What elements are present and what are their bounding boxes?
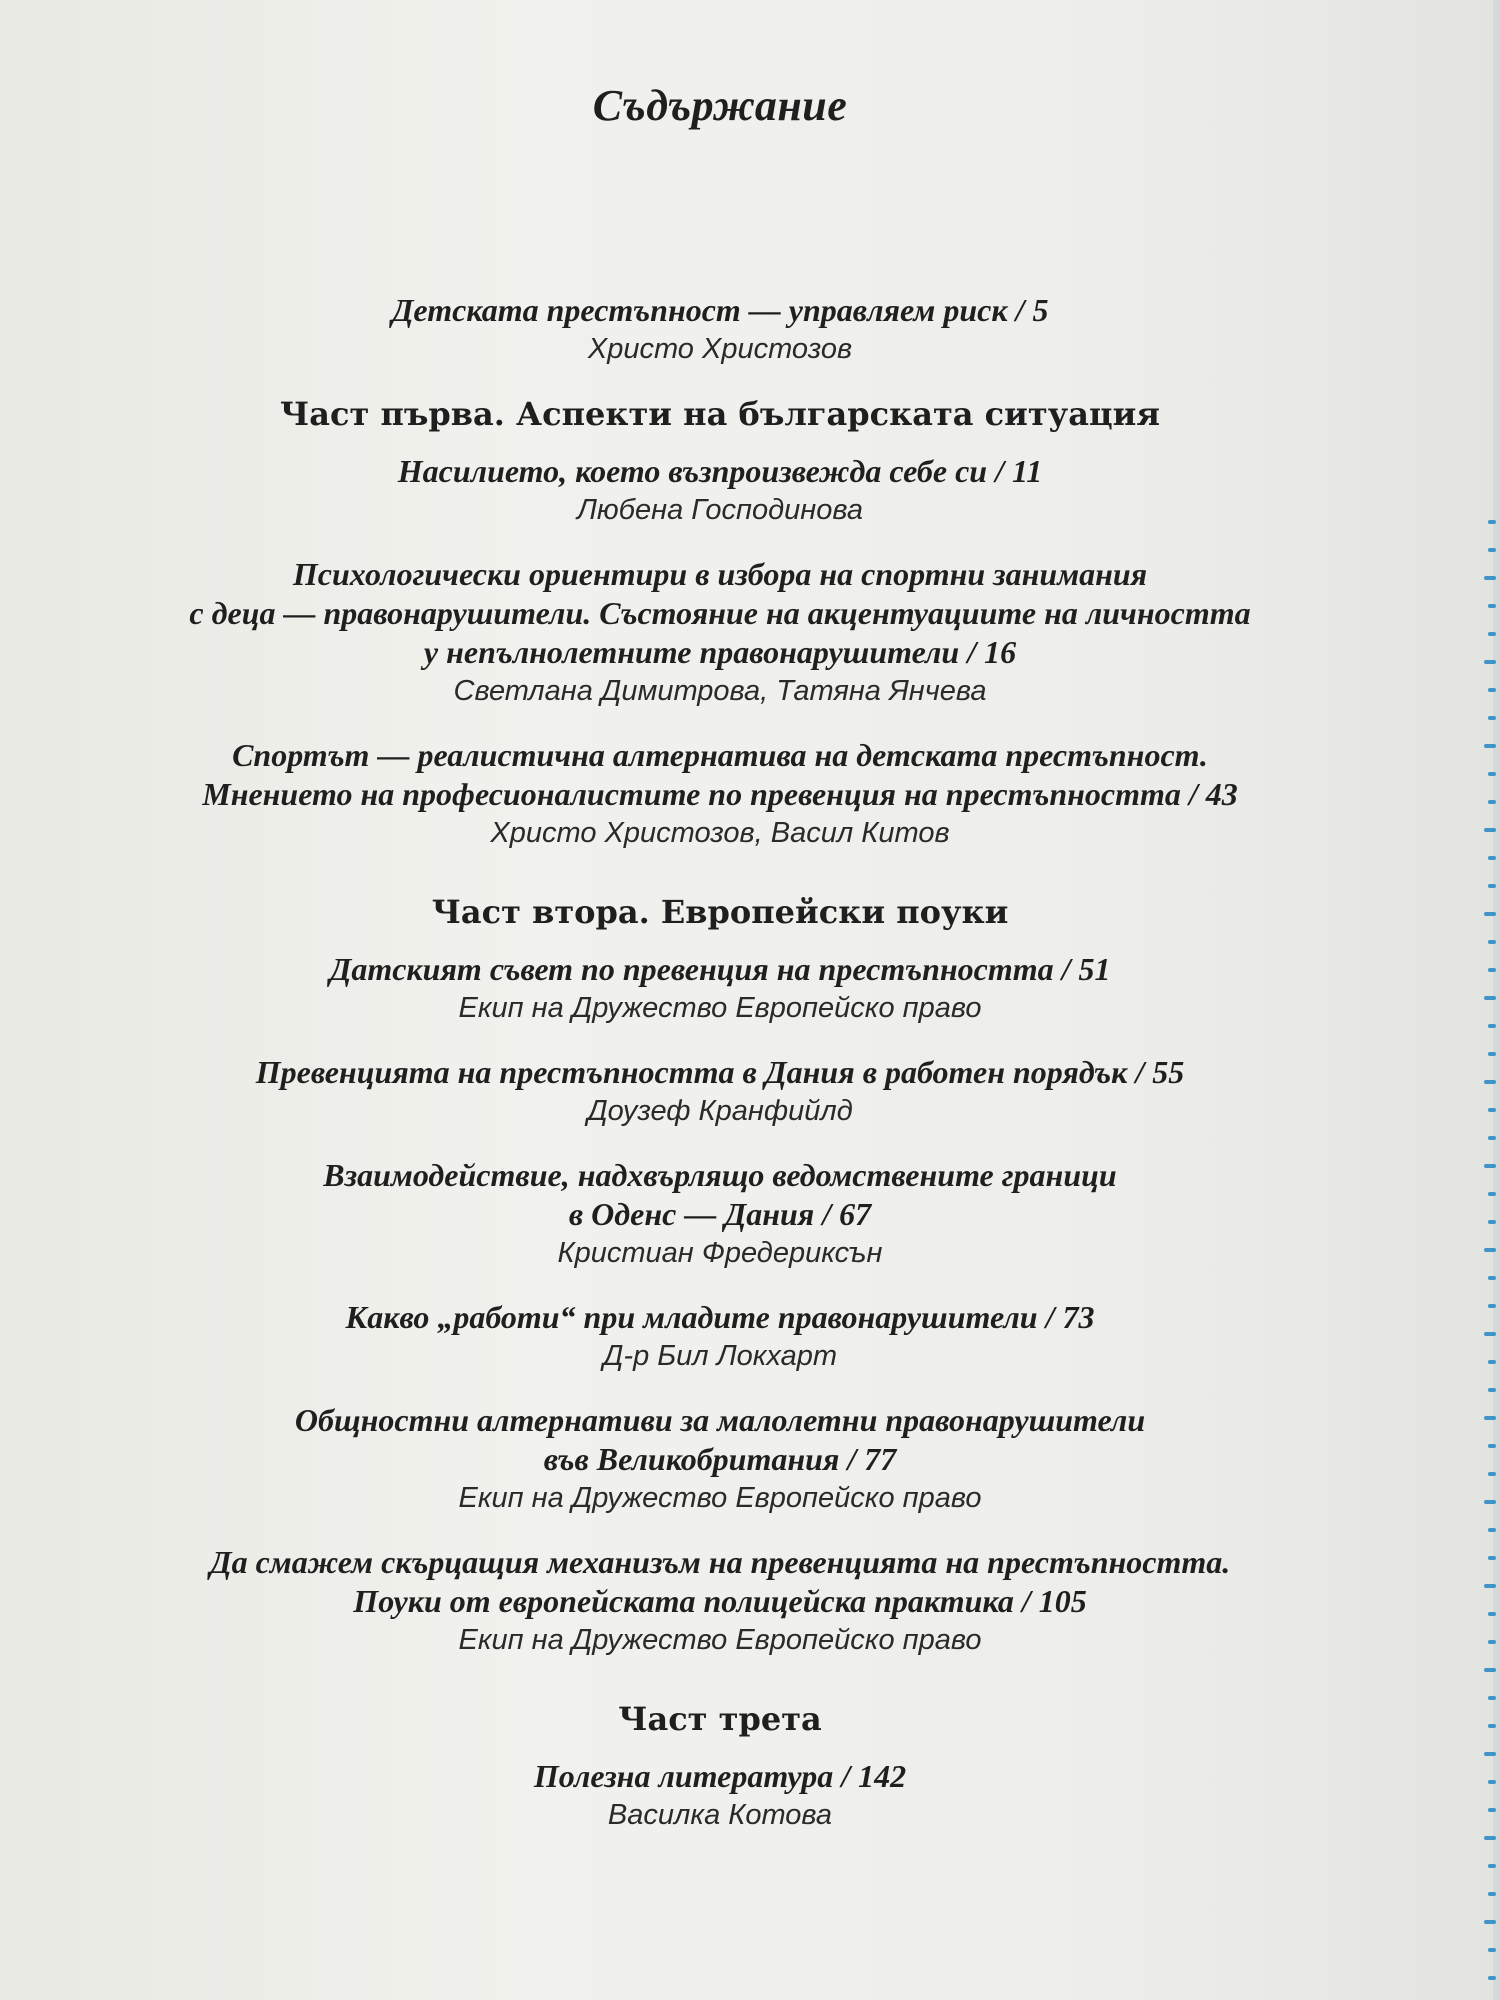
edge-mark: [1488, 1024, 1496, 1028]
edge-mark: [1484, 1164, 1496, 1168]
edge-mark: [1488, 1864, 1496, 1868]
toc-entry: [140, 452, 1300, 529]
edge-mark: [1484, 1500, 1496, 1504]
edge-mark: [1488, 1696, 1496, 1700]
entry-author: Кристиан Фредериксън: [557, 1237, 883, 1269]
edge-mark: [1484, 576, 1496, 580]
entry-author: Екип на Дружество Европейско право: [458, 1482, 982, 1514]
toc-entry: [140, 1156, 1300, 1272]
entry-title: Полезна литература / 142: [533, 1758, 907, 1794]
toc-entry-intro: [140, 291, 1300, 368]
toc-entry: [140, 1298, 1300, 1375]
toc-entry: [140, 1053, 1300, 1130]
toc-entry: [140, 1757, 1300, 1834]
entry-author: Василка Котова: [607, 1799, 833, 1831]
edge-mark: [1484, 1248, 1496, 1252]
edge-mark: [1488, 1528, 1496, 1532]
entry-author: Христо Христозов: [587, 333, 853, 365]
edge-mark: [1488, 1052, 1496, 1056]
entry-title: Спортът — реалистична алтернатива на детската престъпност. Мнението на професионалистите по превенция на престъпността / 43: [202, 737, 1238, 812]
toc-entry: [140, 1543, 1300, 1659]
edge-mark: [1484, 1332, 1496, 1336]
edge-mark: [1488, 1444, 1496, 1448]
edge-mark: [1488, 520, 1496, 524]
entry-title: Превенцията на престъпността в Дания в работен порядък / 55: [255, 1054, 1185, 1090]
edge-mark: [1488, 1780, 1496, 1784]
part-title-3: Част трета: [618, 1700, 822, 1738]
edge-mark: [1488, 800, 1496, 804]
edge-mark: [1488, 1192, 1496, 1196]
entry-author: Христо Христозов, Васил Китов: [490, 817, 950, 849]
edge-mark: [1484, 1836, 1496, 1840]
edge-mark: [1484, 744, 1496, 748]
entry-author: Доузеф Кранфийлд: [587, 1095, 853, 1127]
edge-mark: [1488, 1136, 1496, 1140]
edge-mark: [1488, 716, 1496, 720]
edge-mark: [1488, 1388, 1496, 1392]
edge-mark: [1488, 1108, 1496, 1112]
edge-mark: [1488, 772, 1496, 776]
entry-title: Психологически ориентири в избора на спортни занимания с деца — правонарушители. Състояние на акцентуациите на личността у непълнолетните правонарушители / 16: [189, 556, 1251, 670]
part-title-1: Част първа. Аспекти на българската ситуация: [280, 395, 1160, 433]
page-title: Съдържание: [592, 81, 848, 130]
edge-mark: [1488, 604, 1496, 608]
edge-mark: [1484, 1752, 1496, 1756]
entry-title: Взаимодействие, надхвърлящо ведомствените граници в Оденс — Дания / 67: [323, 1157, 1117, 1232]
entry-author: Екип на Дружество Европейско право: [458, 992, 982, 1024]
table-of-contents: [140, 60, 1300, 1860]
entry-author: Любена Господинова: [576, 494, 863, 526]
edge-mark: [1484, 828, 1496, 832]
edge-mark: [1488, 1808, 1496, 1812]
edge-mark: [1484, 1584, 1496, 1588]
edge-mark: [1488, 632, 1496, 636]
edge-mark: [1488, 1304, 1496, 1308]
edge-mark: [1488, 1976, 1496, 1980]
edge-mark: [1488, 548, 1496, 552]
entry-title: Насилието, което възпроизвежда себе си / 11: [397, 453, 1043, 489]
edge-mark: [1488, 1220, 1496, 1224]
entry-title: Да смажем скърцащия механизъм на превенцията на престъпността. Поуки от европейската полицейска практика / 105: [209, 1544, 1231, 1619]
entry-author: Светлана Димитрова, Татяна Янчева: [453, 675, 987, 707]
entry-title: Общностни алтернативи за малолетни правонарушители във Великобритания / 77: [294, 1402, 1146, 1477]
edge-mark: [1488, 1556, 1496, 1560]
toc-entry: [140, 736, 1300, 852]
edge-mark: [1488, 1640, 1496, 1644]
edge-mark: [1488, 1276, 1496, 1280]
page-edge-marks: [1482, 0, 1496, 2000]
edge-mark: [1488, 1724, 1496, 1728]
toc-entry: [140, 950, 1300, 1027]
edge-mark: [1488, 968, 1496, 972]
edge-mark: [1488, 1892, 1496, 1896]
edge-mark: [1484, 1668, 1496, 1672]
edge-mark: [1484, 1920, 1496, 1924]
edge-mark: [1488, 1948, 1496, 1952]
entry-author: Д-р Бил Локхарт: [603, 1340, 837, 1372]
edge-mark: [1488, 1360, 1496, 1364]
entry-title: Датският съвет по превенция на престъпността / 51: [329, 951, 1111, 987]
entry-title: Детската престъпност — управляем риск / 5: [391, 292, 1049, 328]
edge-mark: [1488, 1472, 1496, 1476]
edge-mark: [1484, 1416, 1496, 1420]
entry-author: Екип на Дружество Европейско право: [458, 1624, 982, 1656]
edge-mark: [1488, 688, 1496, 692]
toc-entry: [140, 1401, 1300, 1517]
edge-mark: [1488, 940, 1496, 944]
edge-mark: [1484, 996, 1496, 1000]
toc-entry: [140, 555, 1300, 710]
edge-mark: [1484, 660, 1496, 664]
entry-title: Какво „работи“ при младите правонарушители / 73: [345, 1299, 1095, 1335]
edge-mark: [1488, 884, 1496, 888]
edge-mark: [1484, 912, 1496, 916]
edge-mark: [1488, 856, 1496, 860]
edge-mark: [1488, 1612, 1496, 1616]
part-title-2: Част втора. Европейски поуки: [431, 893, 1009, 931]
edge-mark: [1484, 1080, 1496, 1084]
